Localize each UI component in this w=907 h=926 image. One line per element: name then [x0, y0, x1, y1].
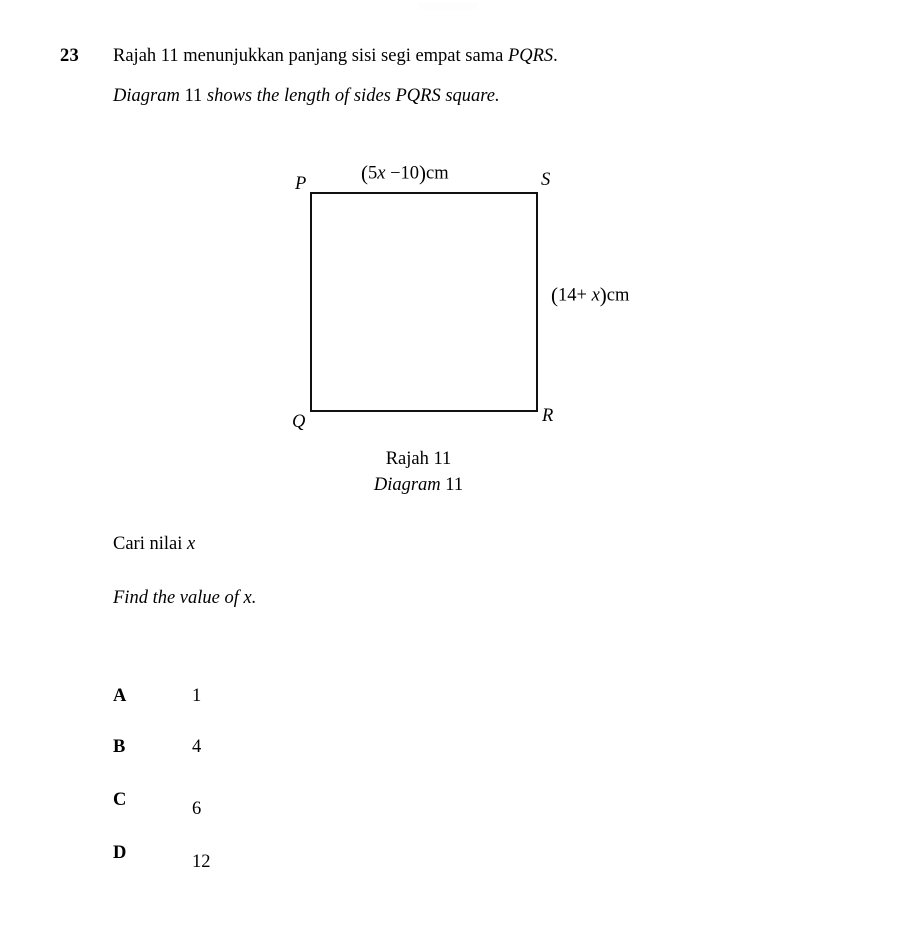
vertex-label-s: S — [541, 170, 551, 190]
vertex-label-r: R — [542, 406, 554, 426]
answer-option-c-value: 6 — [192, 799, 202, 819]
scan-artifact — [418, 3, 478, 10]
answer-option-a-letter: A — [113, 686, 127, 706]
answer-option-d-letter: D — [113, 843, 127, 863]
stem-malay-period: . — [553, 46, 558, 66]
right-variable: x — [591, 285, 600, 306]
answer-option-c[interactable] — [0, 790, 907, 820]
top-paren-close: ) — [419, 161, 427, 185]
right-unit: cm — [606, 285, 630, 306]
right-side-length-label — [551, 283, 629, 308]
diagram-caption — [0, 446, 907, 498]
answer-option-b-value: 4 — [192, 737, 202, 757]
stem-english-rest: shows the length of sides PQRS square. — [206, 86, 500, 106]
diagram-caption-english-word: Diagram — [373, 475, 441, 495]
prompt-english: Find the value of x. — [113, 588, 257, 608]
stem-english-lead: Diagram — [113, 86, 180, 106]
square-pqrs — [310, 192, 538, 412]
prompt-malay-text: Cari nilai — [113, 534, 187, 554]
answer-option-a[interactable] — [0, 686, 907, 716]
diagram-caption-inner — [374, 446, 463, 498]
top-unit: cm — [426, 163, 449, 184]
question-number: 23 — [60, 46, 80, 66]
diagram-caption-english — [374, 475, 463, 495]
diagram-caption-english-number: 11 — [440, 475, 464, 495]
top-side-length-label — [361, 161, 449, 186]
question-stem-english — [113, 86, 500, 107]
answer-option-a-value: 1 — [192, 686, 202, 706]
answer-option-b[interactable] — [0, 737, 907, 767]
prompt-malay — [113, 534, 195, 555]
right-paren-close: ) — [599, 283, 607, 307]
answer-option-d-value: 12 — [192, 852, 211, 872]
top-paren-open: ( — [361, 161, 368, 185]
prompt-malay-variable: x — [186, 534, 196, 554]
stem-malay-shape-name: PQRS — [507, 46, 554, 66]
stem-english-number: 11 — [179, 86, 207, 106]
diagram-caption-malay: Rajah 11 — [385, 449, 452, 469]
answer-option-b-letter: B — [113, 737, 126, 757]
answer-option-d[interactable] — [0, 843, 907, 873]
stem-malay-text: Rajah 11 menunjukkan panjang sisi segi empat sama — [113, 46, 508, 66]
top-variable: x — [377, 163, 386, 184]
top-operator-term: −10 — [385, 163, 420, 184]
top-coefficient: 5 — [368, 163, 378, 184]
answer-option-c-letter: C — [113, 790, 127, 810]
right-paren-open: ( — [551, 283, 558, 307]
question-stem-malay — [113, 46, 558, 67]
diagram-11 — [0, 150, 907, 500]
vertex-label-q: Q — [292, 412, 306, 432]
vertex-label-p: P — [295, 174, 307, 194]
right-operator: + — [576, 285, 592, 306]
right-number: 14 — [558, 285, 577, 306]
